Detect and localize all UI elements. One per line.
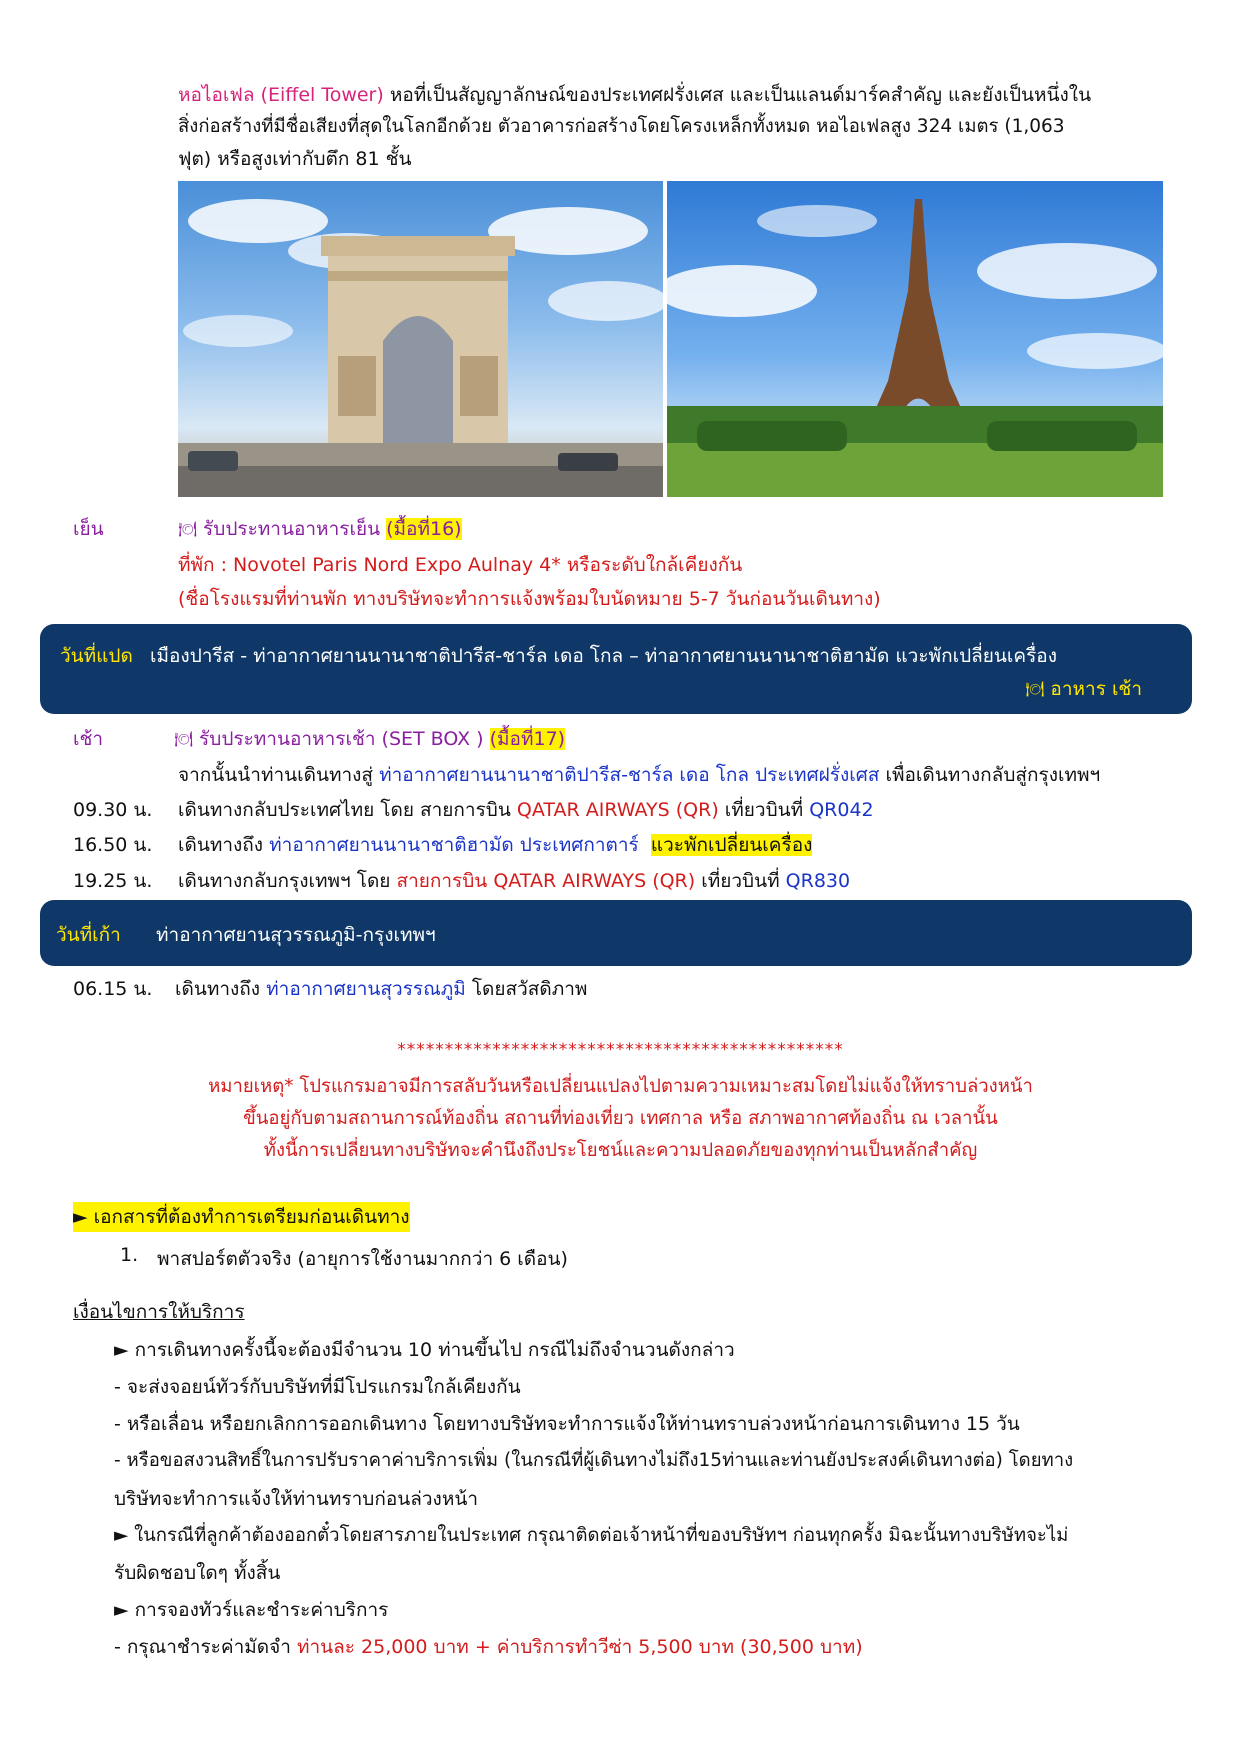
note-line-3: ทั้งนี้การเปลี่ยนทางบริษัทจะคำนึงถึงประโยชน์และความปลอดภัยของทุกท่านเป็นหลักสำคัญ <box>263 1140 978 1161</box>
conditions-heading: เงื่อนไขการให้บริการ <box>73 1301 245 1323</box>
day8-label: วันที่แปด <box>60 645 133 667</box>
evening-meal: 🍽 รับประทานอาหารเย็น (มื้อที่16) <box>178 518 462 540</box>
day8-banner <box>40 624 1192 714</box>
meal-icon: 🍽 <box>174 730 194 748</box>
row-time: 19.25 น. <box>73 870 153 892</box>
note-line-1: หมายเหตุ* โปรแกรมอาจมีการสลับวันหรือเปลี่ยนแปลงไปตามความเหมาะสมโดยไม่แจ้งให้ทราบล่วงหน้า <box>208 1076 1033 1097</box>
flight-row: เดินทางกลับกรุงเทพฯ โดย สายการบิน QATAR AIRWAYS (QR) เที่ยวบินที่ QR830 <box>178 870 851 892</box>
hotel-note: (ชื่อโรงแรมที่ท่านพัก ทางบริษัทจะทำการแจ้งพร้อมใบนัดหมาย 5-7 วันก่อนวันเดินทาง) <box>178 588 881 610</box>
meal-icon: 🍽 <box>1025 680 1045 698</box>
day9-label: วันที่เก้า <box>56 924 121 946</box>
flight-row: เดินทางกลับประเทศไทย โดย สายการบิน QATAR AIRWAYS (QR) เที่ยวบินที่ QR042 <box>178 799 874 821</box>
arc-de-triomphe-photo <box>178 181 663 497</box>
arrival-row: เดินทางถึง ท่าอากาศยานนานาชาติฮามัด ประเทศกาตาร์ แวะพักเปลี่ยนเครื่อง <box>178 834 813 856</box>
transfer-line: จากนั้นนำท่านเดินทางสู่ ท่าอากาศยานนานาชาติปารีส-ชาร์ล เดอ โกล ประเทศฝรั่งเศส เพื่อเดินทางกลับสู่กรุงเทพฯ <box>178 764 1101 786</box>
conditions-line: รับผิดชอบใดๆ ทั้งสิ้น <box>114 1562 281 1584</box>
row-time: 16.50 น. <box>73 834 153 856</box>
meal-number: (มื้อที่17) <box>489 728 566 750</box>
intro-line-1: หอไอเฟล (Eiffel Tower) หอที่เป็นสัญญาลักษณ์ของประเทศฝรั่งเศส และเป็นแลนด์มาร์คสำคัญ และยังเป็นหนึ่งใน <box>178 84 1092 106</box>
documents-item-number: 1. <box>120 1244 139 1266</box>
deposit-line: - กรุณาชำระค่ามัดจำ ท่านละ 25,000 บาท + ค่าบริการทำวีซ่า 5,500 บาท (30,500 บาท) <box>114 1636 863 1658</box>
day8-meals: 🍽 อาหาร เช้า <box>1025 678 1142 700</box>
transit-note: แวะพักเปลี่ยนเครื่อง <box>650 834 813 856</box>
meal-number: (มื้อที่16) <box>386 518 462 540</box>
documents-item: พาสปอร์ตตัวจริง (อายุการใช้งานมากกว่า 6 เดือน) <box>157 1248 568 1270</box>
hamad-airport: ท่าอากาศยานนานาชาติฮามัด ประเทศกาตาร์ <box>269 834 639 856</box>
conditions-line: ► การจองทัวร์และชำระค่าบริการ <box>114 1599 389 1621</box>
day9-arrival: เดินทางถึง ท่าอากาศยานสุวรรณภูมิ โดยสวัสดิภาพ <box>175 978 588 1000</box>
day9-banner <box>40 900 1192 966</box>
note-stars: *********************************************** <box>397 1040 844 1060</box>
conditions-line: ► การเดินทางครั้งนี้จะต้องมีจำนวน 10 ท่านขึ้นไป กรณีไม่ถึงจำนวนดังกล่าว <box>114 1339 735 1361</box>
flight-number: QR830 <box>785 870 851 892</box>
conditions-line: ► ในกรณีที่ลูกค้าต้องออกตั๋วโดยสารภายในประเทศ กรุณาติดต่อเจ้าหน้าที่ของบริษัทฯ ก่อนทุกครั้ง มิฉะนั้นทางบริษัทจะไม่ <box>114 1525 1069 1546</box>
intro-line-2: สิ่งก่อสร้างที่มีชื่อเสียงที่สุดในโลกอีกด้วย ตัวอาคารก่อสร้างโดยโครงเหล็กทั้งหมด หอไอเฟลสูง 324 เมตร (1,063 <box>178 116 1065 137</box>
airline: สายการบิน QATAR AIRWAYS (QR) <box>396 870 696 892</box>
hotel-line: ที่พัก : Novotel Paris Nord Expo Aulnay 4* หรือระดับใกล้เคียงกัน <box>178 554 743 576</box>
cdg-airport: ท่าอากาศยานนานาชาติปารีส-ชาร์ล เดอ โกล ประเทศฝรั่งเศส <box>379 764 880 786</box>
conditions-line: - จะส่งจอยน์ทัวร์กับบริษัทที่มีโปรแกรมใกล้เคียงกัน <box>114 1376 521 1398</box>
day9-time: 06.15 น. <box>73 978 153 1000</box>
note-line-2: ขึ้นอยู่กับตามสถานการณ์ท้องถิ่น สถานที่ท่องเที่ยว เทศกาล หรือ สภาพอากาศท้องถิ่น ณ เวลานั้น <box>243 1108 998 1129</box>
eiffel-tower-photo <box>667 181 1163 497</box>
conditions-line: บริษัทจะทำการแจ้งให้ท่านทราบก่อนล่วงหน้า <box>114 1488 478 1510</box>
day9-route: ท่าอากาศยานสุวรรณภูมิ-กรุงเทพฯ <box>156 924 436 946</box>
conditions-line: - หรือเลื่อน หรือยกเลิกการออกเดินทาง โดยทางบริษัทจะทำการแจ้งให้ท่านทราบล่วงหน้าก่อนการเดินทาง 15 วัน <box>114 1413 1020 1435</box>
flight-number: QR042 <box>809 799 874 821</box>
conditions-line: - หรือขอสงวนสิทธิ์ในการปรับราคาค่าบริการเพิ่ม (ในกรณีที่ผู้เดินทางไม่ถึง15ท่านและท่านยังประสงค์เดินทางต่อ) โดยทาง <box>114 1450 1074 1471</box>
intro-line-3: ฟุต) หรือสูงเท่ากับตึก 81 ชั้น <box>178 148 412 170</box>
airline: QATAR AIRWAYS (QR) <box>516 799 719 821</box>
meal-icon: 🍽 <box>178 520 198 538</box>
eiffel-name: หอไอเฟล (Eiffel Tower) <box>178 84 384 106</box>
breakfast-label: เช้า <box>73 728 104 750</box>
deposit-amount: ท่านละ 25,000 บาท + ค่าบริการทำวีซ่า 5,500 บาท (30,500 บาท) <box>296 1636 863 1658</box>
evening-time-label: เย็น <box>73 518 104 540</box>
row-time: 09.30 น. <box>73 799 153 821</box>
breakfast-line: 🍽 รับประทานอาหารเช้า (SET BOX ) (มื้อที่17) <box>174 728 566 750</box>
documents-heading: ► เอกสารที่ต้องทำการเตรียมก่อนเดินทาง <box>73 1202 410 1232</box>
suvarnabhumi-airport: ท่าอากาศยานสุวรรณภูมิ <box>266 978 466 1000</box>
day8-route: เมืองปารีส - ท่าอากาศยานนานาชาติปารีส-ชาร์ล เดอ โกล – ท่าอากาศยานนานาชาติฮามัด แวะพักเปลี่ยนเครื่อง <box>150 645 1057 667</box>
